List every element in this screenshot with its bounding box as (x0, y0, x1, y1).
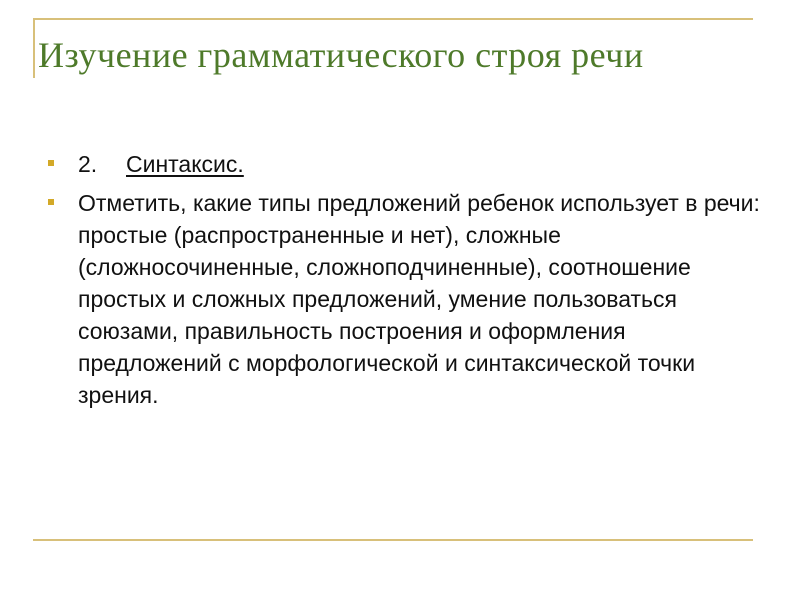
left-accent-line (33, 18, 35, 78)
square-bullet-icon (48, 160, 54, 166)
syntax-description: Отметить, какие типы предложений ребенок использует в речи: простые (распространенные и нет), сложные (сложносочиненные, сложноподчиненные), соотношение простых и сложных предложений, умение пользоваться союзами, правильность построения и оформления предложений с морфологической и синтаксической точки зрения. (78, 190, 760, 408)
bullet-list (40, 148, 760, 418)
list-item (40, 148, 760, 180)
square-bullet-icon (48, 199, 54, 205)
item-number: 2. (78, 151, 98, 177)
syntax-heading: Синтаксис. (126, 151, 244, 177)
bottom-divider (33, 539, 753, 541)
slide-title: Изучение грамматического строя речи (38, 35, 644, 75)
list-item (40, 187, 760, 411)
top-divider (33, 18, 753, 20)
